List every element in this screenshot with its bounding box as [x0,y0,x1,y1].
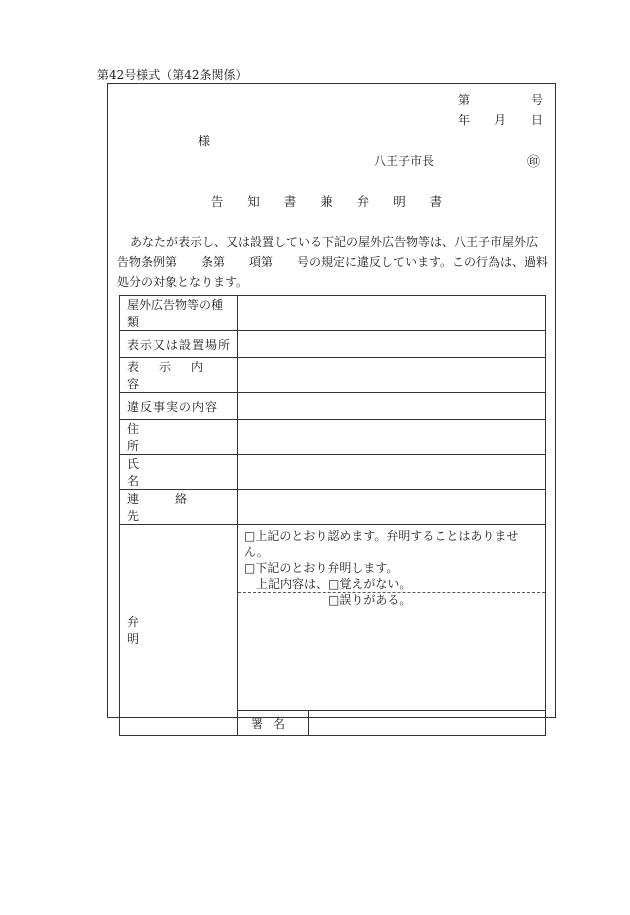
option-no-memory[interactable]: 上記内容は、□覚えがない。 [244,577,412,591]
date-day: 日 [531,113,544,127]
contact-field[interactable] [238,490,546,525]
explanation-free-text-area[interactable] [238,593,545,710]
table-row [120,420,546,455]
signature-label: 署名 [238,711,309,736]
row-label-explanation: 弁 明 [120,525,238,736]
explanation-options [238,525,545,607]
table-row [120,331,546,358]
table-row [120,525,546,711]
date-year: 年 [458,113,471,127]
row-label-location: 表示又は設置場所 [120,331,238,358]
doc-number-suffix: 号 [531,93,544,107]
addressee-suffix: 様 [198,134,211,148]
ad-type-field[interactable] [238,296,546,331]
doc-number-prefix: 第 [458,93,471,107]
date-month: 月 [494,113,507,127]
location-field[interactable] [238,331,546,358]
notice-details-table [119,295,546,736]
signature-field[interactable] [309,711,546,736]
row-label-content: 表 示 内 容 [120,358,238,393]
name-field[interactable] [238,455,546,490]
table-row [120,490,546,525]
row-label-ad-type: 屋外広告物等の種類 [120,296,238,331]
row-label-violation: 違反事実の内容 [120,393,238,420]
violation-notice-text: あなたが表示し、又は設置している下記の屋外広告物等は、八王子市屋外広告物条例第 条第 項第 号の規定に違反しています。この行為は、過料処分の対象となります。 [117,235,549,289]
notice-form-frame [107,83,556,731]
table-row [120,455,546,490]
option-explain[interactable]: □下記のとおり弁明します。 [244,561,399,575]
issuer-name: 八王子市長 [374,154,435,168]
table-row [120,393,546,420]
table-row [120,296,546,331]
row-label-contact: 連 絡 先 [120,490,238,525]
content-field[interactable] [238,358,546,393]
option-error[interactable]: □誤りがある。 [244,593,412,607]
table-row [120,358,546,393]
address-field[interactable] [238,420,546,455]
row-label-name: 氏 名 [120,455,238,490]
violation-field[interactable] [238,393,546,420]
form-number-label: 第42号様式（第42条関係） [97,68,248,82]
row-label-address: 住 所 [120,420,238,455]
explanation-cell [238,525,546,711]
seal-mark: ㊞ [527,155,541,170]
document-title: 告 知 書 兼 弁 明 書 [210,194,453,209]
option-admit[interactable]: □上記のとおり認めます。弁明することはありません。 [244,529,519,559]
